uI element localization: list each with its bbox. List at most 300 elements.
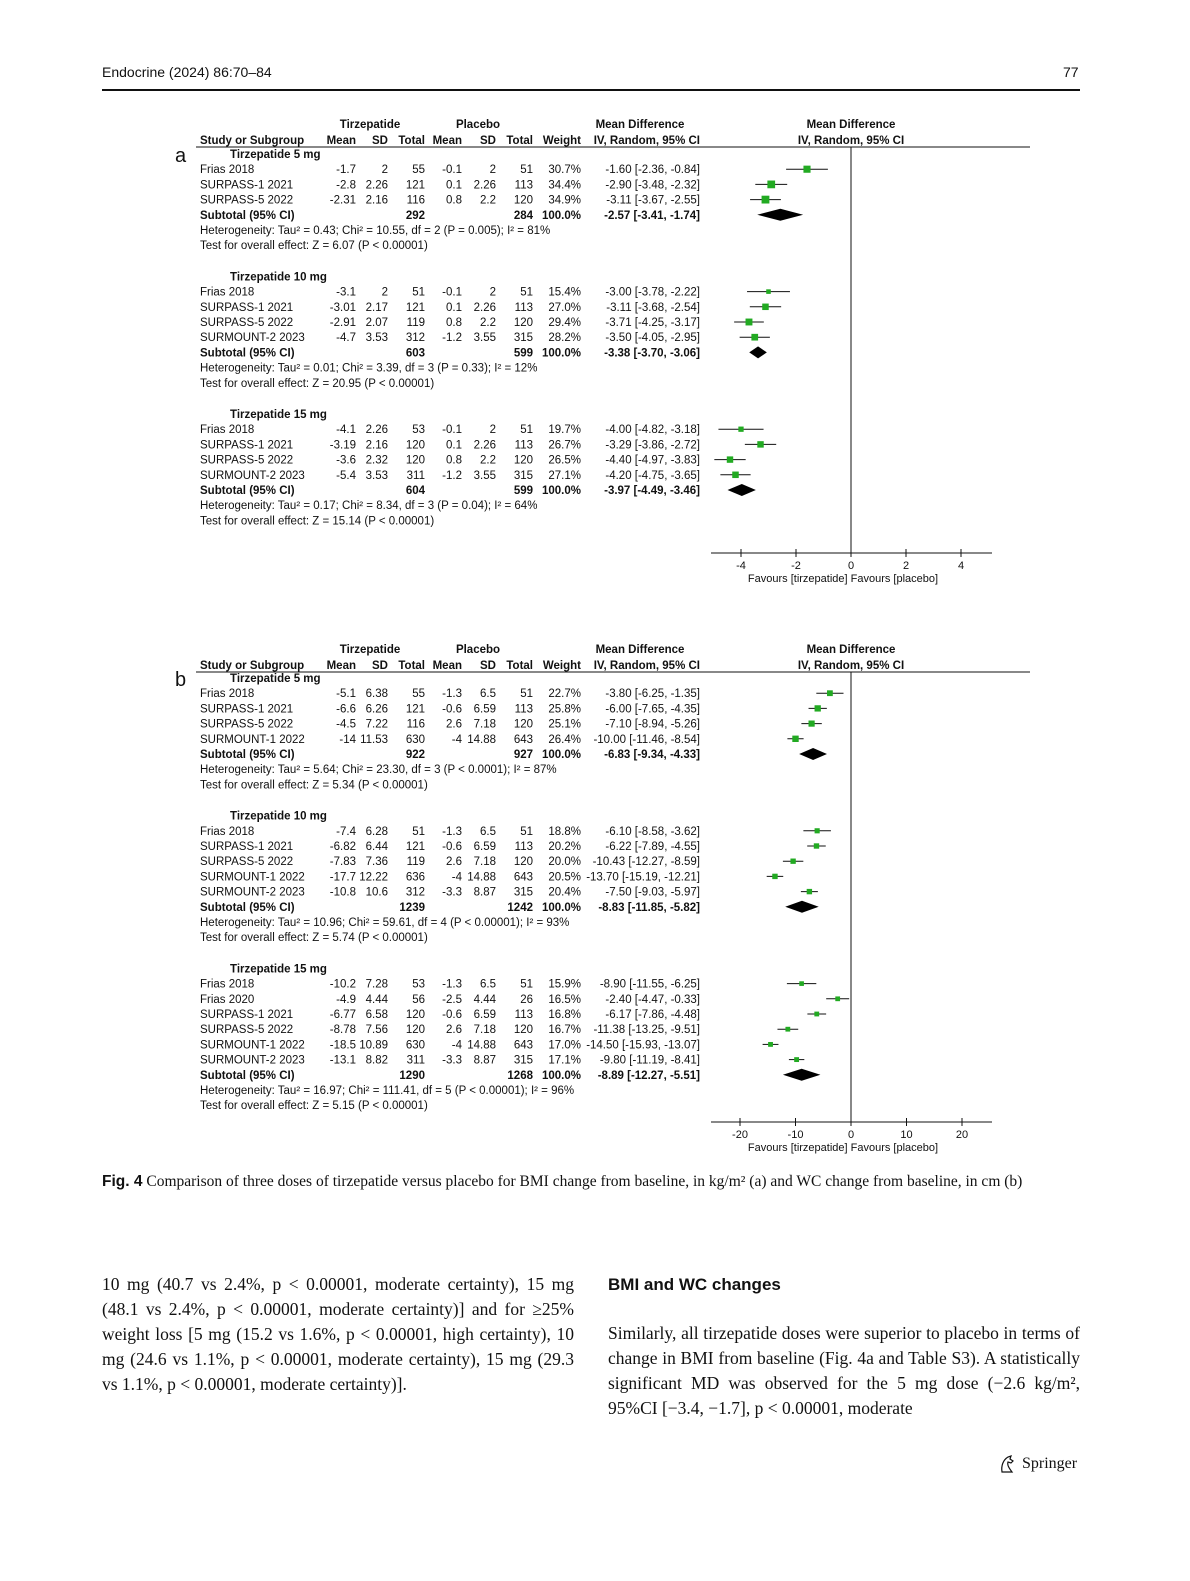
panel-label: a [175, 145, 187, 167]
cell-tirzepatide-total: 120 [405, 454, 425, 467]
cell-weight: 26.4% [548, 733, 581, 746]
heterogeneity-text: Heterogeneity: Tau² = 16.97; Chi² = 111.41, df = 5 (P < 0.00001); I² = 96% [200, 1085, 575, 1097]
cell-placebo-mean: -0.1 [442, 164, 462, 177]
cell-tirzepatide-mean: -6.77 [329, 1009, 356, 1021]
cell-weight: 27.0% [548, 301, 581, 314]
effect-square [766, 289, 771, 294]
column-header-sd: SD [372, 135, 388, 147]
axis-tick-label: -10 [787, 1129, 804, 1141]
cell-placebo-mean: 0.8 [446, 454, 462, 467]
subtotal-tirzepatide-total: 604 [405, 485, 425, 497]
cell-tirzepatide-mean: -10.8 [329, 886, 356, 899]
study-name: Frias 2018 [200, 424, 255, 437]
subtotal-placebo-total: 284 [513, 209, 533, 222]
cell-tirzepatide-sd: 2.16 [365, 439, 388, 452]
cell-placebo-sd: 6.5 [480, 825, 496, 838]
cell-placebo-total: 643 [513, 733, 533, 746]
subgroup-title: Tirzepatide 15 mg [230, 409, 327, 421]
cell-tirzepatide-total: 121 [405, 179, 425, 192]
cell-weight: 15.9% [548, 978, 581, 991]
effect-square [794, 1057, 799, 1062]
cell-ci: -9.80 [-11.19, -8.41] [599, 1054, 700, 1067]
column-header-mean: Mean [326, 135, 356, 147]
cell-placebo-total: 315 [513, 886, 533, 899]
cell-tirzepatide-total: 121 [405, 703, 425, 716]
cell-tirzepatide-total: 312 [405, 332, 425, 345]
cell-tirzepatide-total: 53 [412, 424, 425, 437]
overall-effect-text: Test for overall effect: Z = 20.95 (P < 0.00001) [200, 377, 435, 390]
cell-tirzepatide-mean: -7.83 [329, 856, 356, 869]
subtotal-ci: -3.38 [-3.70, -3.06] [604, 347, 700, 360]
subtotal-label: Subtotal (95% CI) [200, 1069, 295, 1082]
cell-tirzepatide-mean: -3.1 [336, 286, 356, 299]
cell-weight: 18.8% [548, 825, 581, 838]
study-name: SURPASS-1 2021 [200, 439, 294, 452]
subtotal-placebo-total: 1242 [507, 901, 533, 914]
subgroup-title: Tirzepatide 5 mg [230, 673, 321, 685]
column-header-total: Total [398, 660, 425, 672]
cell-ci: -4.20 [-4.75, -3.65] [605, 469, 700, 482]
effect-square [814, 843, 819, 848]
study-name: SURMOUNT-2 2023 [200, 1054, 305, 1067]
subtotal-weight: 100.0% [541, 901, 581, 914]
cell-weight: 26.5% [548, 454, 581, 467]
effect-square [792, 736, 798, 742]
subtotal-label: Subtotal (95% CI) [200, 347, 295, 360]
figure-caption-text: Comparison of three doses of tirzepatide versus placebo for BMI change from baseline, in kg/m² (a) and WC change from baseline, in cm (b) [146, 1173, 1023, 1190]
cell-placebo-mean: -1.3 [442, 978, 462, 991]
study-name: Frias 2018 [200, 825, 255, 838]
cell-weight: 30.7% [548, 164, 581, 177]
cell-tirzepatide-total: 55 [412, 688, 425, 701]
effect-square [814, 1012, 819, 1017]
cell-ci: -4.00 [-4.82, -3.18] [605, 424, 700, 437]
cell-placebo-mean: 0.8 [446, 194, 462, 207]
body-column-right [608, 1272, 1080, 1421]
cell-tirzepatide-total: 51 [412, 286, 425, 299]
study-name: SURMOUNT-2 2023 [200, 886, 305, 899]
effect-square [751, 334, 758, 341]
publisher-footer [998, 1454, 1077, 1474]
cell-tirzepatide-mean: -7.4 [336, 825, 356, 838]
overall-effect-text: Test for overall effect: Z = 5.74 (P < 0.00001) [200, 932, 428, 945]
cell-placebo-mean: -1.2 [442, 332, 462, 345]
column-header-ci: IV, Random, 95% CI [593, 660, 700, 672]
cell-tirzepatide-total: 55 [412, 164, 425, 177]
subtotal-label: Subtotal (95% CI) [200, 749, 295, 761]
axis-tick-label: 0 [847, 560, 855, 572]
cell-placebo-total: 315 [513, 469, 533, 482]
cell-ci: -11.38 [-13.25, -9.51] [593, 1024, 700, 1037]
cell-placebo-total: 26 [520, 993, 533, 1006]
cell-tirzepatide-sd: 6.44 [365, 841, 388, 853]
subtotal-diamond [785, 901, 818, 913]
cell-weight: 20.4% [548, 886, 581, 899]
cell-ci: -13.70 [-15.19, -12.21] [586, 871, 700, 884]
cell-weight: 16.5% [548, 993, 581, 1006]
cell-tirzepatide-sd: 3.53 [365, 469, 388, 482]
cell-placebo-total: 643 [513, 871, 533, 884]
cell-tirzepatide-sd: 6.58 [365, 1009, 388, 1021]
cell-tirzepatide-mean: -4.7 [336, 332, 356, 345]
page-number: 77 [1063, 64, 1079, 80]
effect-square [772, 874, 777, 879]
axis-tick-label: 0 [847, 1129, 855, 1141]
cell-tirzepatide-total: 630 [405, 1039, 425, 1052]
cell-tirzepatide-mean: -13.1 [329, 1054, 356, 1067]
cell-placebo-mean: 0.1 [446, 439, 462, 452]
cell-placebo-sd: 2.26 [473, 179, 496, 192]
cell-placebo-sd: 7.18 [473, 718, 496, 731]
plot-header-ci: IV, Random, 95% CI [797, 660, 905, 672]
heterogeneity-text: Heterogeneity: Tau² = 5.64; Chi² = 23.30, df = 3 (P < 0.0001); I² = 87% [200, 764, 557, 777]
cell-weight: 17.0% [548, 1039, 581, 1052]
cell-ci: -3.00 [-3.78, -2.22] [605, 286, 700, 299]
cell-ci: -8.90 [-11.55, -6.25] [599, 978, 700, 991]
column-header-mean: Mean [326, 660, 356, 672]
cell-ci: -7.50 [-9.03, -5.97] [605, 886, 700, 899]
cell-placebo-mean: 0.1 [446, 301, 462, 314]
cell-ci: -3.71 [-4.25, -3.17] [605, 317, 700, 329]
cell-tirzepatide-sd: 11.53 [360, 733, 388, 746]
panel-label: b [175, 669, 187, 691]
cell-tirzepatide-mean: -2.31 [329, 194, 356, 207]
study-name: Frias 2018 [200, 978, 255, 991]
cell-placebo-total: 51 [520, 978, 533, 991]
cell-tirzepatide-total: 121 [405, 301, 425, 314]
axis-tick-label: -4 [736, 560, 746, 572]
cell-ci: -4.40 [-4.97, -3.83] [605, 454, 700, 467]
effect-square [767, 181, 775, 189]
heterogeneity-text: Heterogeneity: Tau² = 0.01; Chi² = 3.39, df = 3 (P = 0.33); I² = 12% [200, 362, 538, 375]
cell-weight: 29.4% [548, 317, 581, 329]
column-header-sd: SD [372, 660, 388, 672]
cell-placebo-total: 113 [514, 841, 533, 853]
cell-placebo-sd: 6.5 [480, 688, 496, 701]
cell-tirzepatide-sd: 3.53 [365, 332, 388, 345]
overall-effect-text: Test for overall effect: Z = 5.15 (P < 0.00001) [200, 1100, 428, 1113]
cell-placebo-sd: 2.2 [480, 317, 496, 329]
axis-tick-label: 4 [957, 560, 965, 572]
cell-placebo-mean: 0.8 [446, 317, 462, 329]
cell-tirzepatide-sd: 10.6 [365, 886, 388, 899]
subtotal-placebo-total: 599 [513, 485, 533, 497]
subtotal-diamond [799, 748, 827, 760]
column-header-weight: Weight [542, 660, 581, 672]
cell-placebo-sd: 14.88 [467, 733, 496, 746]
cell-placebo-total: 113 [514, 179, 533, 192]
cell-placebo-sd: 2 [489, 286, 496, 299]
cell-tirzepatide-total: 311 [406, 469, 425, 482]
column-header-mean-difference: Mean Difference [595, 644, 685, 656]
subtotal-label: Subtotal (95% CI) [200, 485, 295, 497]
cell-ci: -3.50 [-4.05, -2.95] [605, 332, 700, 345]
effect-square [835, 996, 840, 1001]
cell-ci: -1.60 [-2.36, -0.84] [605, 164, 700, 177]
cell-tirzepatide-sd: 6.28 [365, 825, 388, 838]
cell-tirzepatide-mean: -18.5 [329, 1039, 356, 1052]
cell-placebo-mean: 2.6 [446, 856, 462, 869]
effect-square [727, 456, 733, 462]
effect-square [803, 166, 810, 173]
subtotal-diamond [728, 484, 756, 496]
cell-ci: -3.29 [-3.86, -2.72] [605, 439, 700, 452]
column-header-mean: Mean [432, 135, 462, 147]
column-header-placebo: Placebo [455, 644, 501, 656]
cell-weight: 15.4% [548, 286, 581, 299]
subtotal-ci: -6.83 [-9.34, -4.33] [604, 749, 700, 761]
study-name: SURPASS-1 2021 [200, 301, 294, 314]
cell-placebo-sd: 4.44 [473, 993, 496, 1006]
study-name: SURPASS-5 2022 [200, 317, 294, 329]
subtotal-placebo-total: 599 [513, 347, 533, 360]
cell-weight: 16.8% [548, 1009, 581, 1021]
cell-placebo-sd: 7.18 [473, 1024, 496, 1037]
column-header-sd: SD [480, 135, 496, 147]
body-column-left [102, 1272, 574, 1397]
subtotal-tirzepatide-total: 1290 [399, 1069, 425, 1082]
cell-placebo-sd: 6.59 [473, 1009, 496, 1021]
cell-tirzepatide-total: 120 [405, 1024, 425, 1037]
cell-ci: -10.00 [-11.46, -8.54] [593, 733, 700, 746]
cell-placebo-mean: -4 [451, 1039, 462, 1052]
study-name: SURPASS-5 2022 [200, 194, 294, 207]
figure-caption [102, 1172, 1080, 1192]
cell-placebo-mean: -1.3 [442, 688, 462, 701]
cell-placebo-total: 120 [513, 856, 533, 869]
effect-square [746, 319, 753, 326]
cell-tirzepatide-mean: -14 [339, 733, 356, 746]
cell-placebo-total: 51 [520, 825, 533, 838]
cell-weight: 22.7% [548, 688, 581, 701]
effect-square [732, 472, 739, 479]
cell-ci: -6.22 [-7.89, -4.55] [605, 841, 700, 853]
axis-tick-label: -20 [732, 1129, 748, 1141]
subtotal-weight: 100.0% [541, 1069, 581, 1082]
subtotal-ci: -8.83 [-11.85, -5.82] [598, 901, 700, 914]
subtotal-tirzepatide-total: 922 [405, 749, 425, 761]
cell-placebo-sd: 2.2 [480, 194, 496, 207]
cell-placebo-sd: 7.18 [473, 856, 496, 869]
cell-tirzepatide-mean: -3.6 [336, 454, 356, 467]
effect-square [809, 721, 815, 727]
cell-placebo-total: 51 [520, 286, 533, 299]
cell-tirzepatide-sd: 7.28 [365, 978, 388, 991]
cell-tirzepatide-mean: -4.1 [336, 424, 356, 437]
cell-tirzepatide-total: 116 [406, 194, 425, 207]
cell-tirzepatide-total: 120 [405, 439, 425, 452]
cell-tirzepatide-mean: -4.5 [336, 718, 356, 731]
column-header-ci: IV, Random, 95% CI [593, 135, 700, 147]
subgroup-title: Tirzepatide 5 mg [230, 149, 321, 161]
cell-ci: -2.40 [-4.47, -0.33] [605, 993, 700, 1006]
cell-tirzepatide-sd: 2 [381, 164, 388, 177]
cell-placebo-total: 643 [513, 1039, 533, 1052]
plot-header-ci: IV, Random, 95% CI [797, 135, 905, 147]
cell-ci: -14.50 [-15.93, -13.07] [586, 1039, 700, 1052]
cell-weight: 19.7% [548, 424, 581, 437]
subtotal-tirzepatide-total: 1239 [399, 901, 425, 914]
study-name: Frias 2018 [200, 688, 255, 701]
cell-placebo-total: 51 [520, 688, 533, 701]
effect-square [762, 304, 769, 311]
heterogeneity-text: Heterogeneity: Tau² = 0.17; Chi² = 8.34, df = 3 (P = 0.04); I² = 64% [200, 500, 538, 513]
cell-ci: -3.11 [-3.67, -2.55] [606, 194, 700, 207]
effect-square [768, 1042, 773, 1047]
axis-tick-label: 10 [900, 1129, 913, 1141]
effect-square [790, 859, 795, 864]
cell-weight: 25.8% [548, 703, 581, 716]
axis-tick-label: 20 [955, 1129, 969, 1141]
cell-placebo-total: 113 [514, 301, 533, 314]
cell-tirzepatide-mean: -2.91 [329, 317, 356, 329]
cell-ci: -10.43 [-12.27, -8.59] [592, 856, 700, 869]
cell-tirzepatide-total: 120 [405, 1009, 425, 1021]
cell-placebo-total: 120 [513, 454, 533, 467]
cell-tirzepatide-sd: 2.17 [365, 301, 388, 314]
cell-placebo-sd: 2.26 [473, 439, 496, 452]
study-name: SURPASS-5 2022 [200, 718, 294, 731]
cell-weight: 20.5% [548, 871, 581, 884]
cell-placebo-mean: -1.3 [442, 825, 462, 838]
body-paragraph: 10 mg (40.7 vs 2.4%, p < 0.00001, moderate certainty), 15 mg (48.1 vs 2.4%, p < 0.00001, moderate certainty)] and for ≥25% weight loss [5 mg (15.2 vs 1.6%, p < 0.00001, high certainty), 10 mg (24.6 vs 1.1%, p < 0.00001, moderate certainty), 15 mg (29.3 vs 1.1%, p < 0.00001, moderate certainty)]. [102, 1274, 574, 1394]
cell-tirzepatide-sd: 6.38 [365, 688, 388, 701]
subtotal-placebo-total: 1268 [507, 1069, 533, 1082]
cell-weight: 34.9% [548, 194, 581, 207]
cell-tirzepatide-mean: -10.2 [329, 978, 356, 991]
cell-tirzepatide-sd: 4.44 [365, 993, 388, 1006]
cell-placebo-sd: 3.55 [473, 332, 496, 345]
heterogeneity-text: Heterogeneity: Tau² = 0.43; Chi² = 10.55, df = 2 (P = 0.005); I² = 81% [200, 225, 551, 237]
overall-effect-text: Test for overall effect: Z = 15.14 (P < 0.00001) [200, 515, 435, 528]
subtotal-weight: 100.0% [541, 347, 581, 360]
effect-square [815, 705, 821, 711]
figure-label: Fig. 4 [102, 1173, 143, 1190]
study-name: SURPASS-1 2021 [200, 1009, 294, 1021]
cell-tirzepatide-total: 119 [406, 856, 425, 869]
subgroup-title: Tirzepatide 10 mg [230, 810, 327, 823]
cell-weight: 26.7% [548, 439, 581, 452]
cell-placebo-total: 120 [513, 1024, 533, 1037]
cell-tirzepatide-mean: -6.82 [329, 841, 356, 853]
cell-tirzepatide-mean: -3.01 [329, 301, 356, 314]
cell-ci: -6.10 [-8.58, -3.62] [605, 825, 700, 838]
cell-tirzepatide-total: 119 [406, 317, 425, 329]
column-header-total: Total [506, 660, 533, 672]
overall-effect-text: Test for overall effect: Z = 6.07 (P < 0.00001) [200, 240, 428, 253]
cell-weight: 27.1% [548, 469, 581, 482]
cell-placebo-total: 120 [513, 194, 533, 207]
cell-tirzepatide-sd: 7.36 [365, 856, 388, 869]
cell-ci: -6.17 [-7.86, -4.48] [605, 1009, 700, 1021]
cell-placebo-sd: 2 [489, 424, 496, 437]
cell-placebo-total: 51 [520, 164, 533, 177]
cell-tirzepatide-sd: 7.56 [365, 1024, 388, 1037]
running-header-journal: Endocrine (2024) 86:70–84 [102, 64, 272, 80]
cell-tirzepatide-total: 630 [405, 733, 425, 746]
cell-placebo-total: 315 [513, 332, 533, 345]
axis-tick-label: -2 [791, 560, 801, 572]
cell-tirzepatide-sd: 2.07 [365, 317, 388, 329]
effect-square [799, 981, 804, 986]
cell-placebo-total: 51 [520, 424, 533, 437]
cell-placebo-sd: 2.2 [480, 454, 496, 467]
axis-favours-label: Favours [tirzepatide] Favours [placebo] [747, 1142, 939, 1154]
section-heading: BMI and WC changes [608, 1275, 781, 1294]
cell-placebo-mean: 2.6 [446, 1024, 462, 1037]
cell-tirzepatide-total: 311 [406, 1054, 425, 1067]
subtotal-weight: 100.0% [541, 749, 581, 761]
study-name: SURMOUNT-2 2023 [200, 332, 305, 345]
cell-placebo-total: 120 [513, 317, 533, 329]
cell-tirzepatide-total: 53 [412, 978, 425, 991]
column-header-sd: SD [480, 660, 496, 672]
column-header-placebo: Placebo [455, 119, 501, 131]
cell-tirzepatide-sd: 2.32 [365, 454, 388, 467]
overall-effect-text: Test for overall effect: Z = 5.34 (P < 0.00001) [200, 779, 428, 792]
cell-tirzepatide-mean: -8.78 [329, 1024, 356, 1037]
cell-placebo-mean: -0.6 [442, 703, 462, 716]
cell-tirzepatide-total: 116 [406, 718, 425, 731]
cell-ci: -6.00 [-7.65, -4.35] [605, 703, 700, 716]
cell-weight: 16.7% [548, 1024, 581, 1037]
publisher-name: Springer [1022, 1455, 1078, 1472]
effect-square [815, 828, 820, 833]
subtotal-weight: 100.0% [541, 485, 581, 497]
study-name: SURMOUNT-2 2023 [200, 469, 305, 482]
column-header-study: Study or Subgroup [200, 135, 305, 147]
study-name: Frias 2018 [200, 286, 255, 299]
cell-tirzepatide-mean: -17.7 [329, 871, 356, 884]
cell-placebo-total: 120 [513, 718, 533, 731]
cell-placebo-mean: -1.2 [442, 469, 462, 482]
effect-square [757, 441, 763, 447]
cell-tirzepatide-sd: 2.16 [365, 194, 388, 207]
study-name: SURMOUNT-1 2022 [200, 1039, 305, 1052]
heterogeneity-text: Heterogeneity: Tau² = 10.96; Chi² = 59.61, df = 4 (P < 0.00001); I² = 93% [200, 917, 570, 929]
cell-placebo-mean: -3.3 [442, 1054, 462, 1067]
cell-tirzepatide-sd: 2.26 [365, 179, 388, 192]
cell-tirzepatide-mean: -6.6 [336, 703, 356, 716]
cell-tirzepatide-sd: 6.26 [365, 703, 388, 716]
column-header-study: Study or Subgroup [200, 660, 305, 672]
plot-header-mean-difference: Mean Difference [806, 119, 896, 131]
study-name: Frias 2018 [200, 164, 255, 177]
cell-tirzepatide-sd: 7.22 [365, 718, 388, 731]
column-header-mean: Mean [432, 660, 462, 672]
cell-placebo-mean: -0.1 [442, 286, 462, 299]
cell-placebo-mean: -4 [451, 733, 462, 746]
effect-square [807, 889, 812, 894]
plot-header-mean-difference: Mean Difference [806, 644, 896, 656]
subtotal-diamond [749, 346, 767, 358]
cell-ci: -3.80 [-6.25, -1.35] [605, 688, 700, 701]
subtotal-label: Subtotal (95% CI) [200, 209, 295, 222]
cell-tirzepatide-sd: 10.89 [359, 1039, 388, 1052]
cell-tirzepatide-mean: -3.19 [329, 439, 356, 452]
study-name: SURMOUNT-1 2022 [200, 733, 305, 746]
subtotal-ci: -3.97 [-4.49, -3.46] [604, 485, 700, 497]
study-name: SURMOUNT-1 2022 [200, 871, 305, 884]
cell-placebo-sd: 3.55 [473, 469, 496, 482]
subtotal-tirzepatide-total: 292 [405, 209, 425, 222]
effect-square [762, 196, 770, 204]
effect-square [785, 1027, 790, 1032]
column-header-tirzepatide: Tirzepatide [339, 119, 401, 131]
cell-placebo-sd: 6.59 [473, 703, 496, 716]
cell-tirzepatide-mean: -2.8 [336, 179, 356, 192]
study-name: SURPASS-1 2021 [200, 179, 294, 192]
